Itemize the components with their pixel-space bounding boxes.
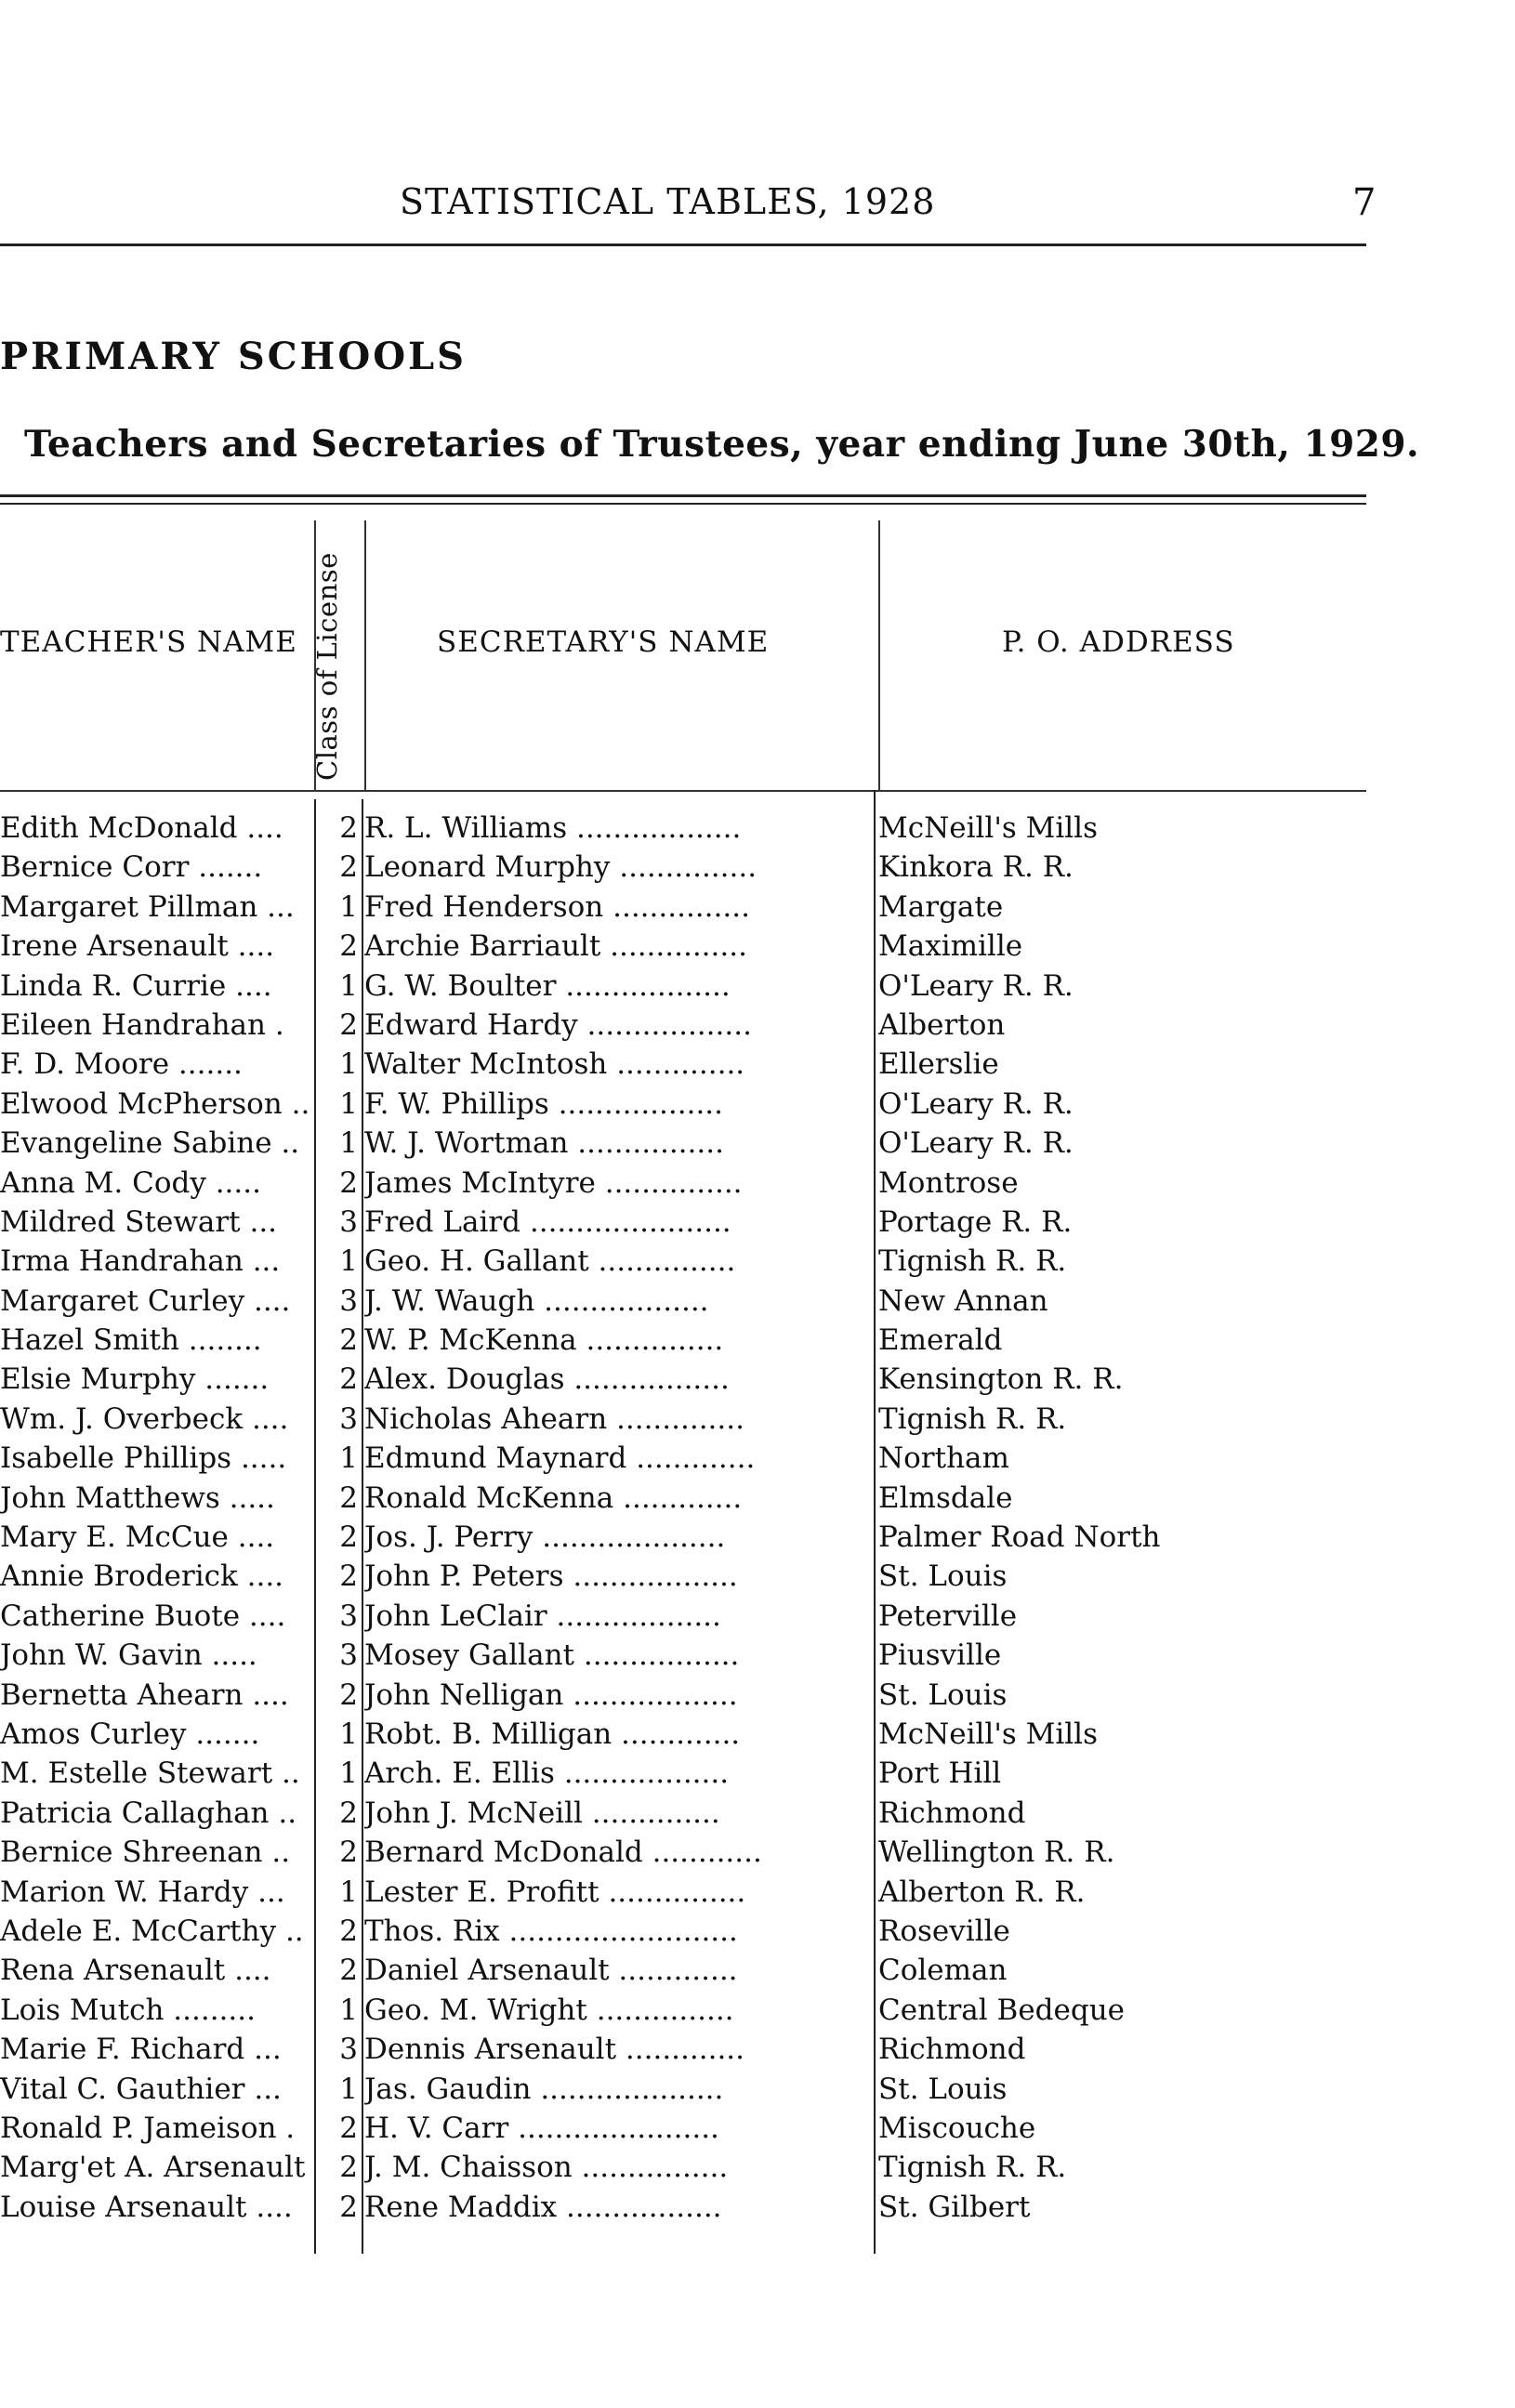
secretary-name-cell: Arch. E. Ellis .................. <box>364 1757 730 1791</box>
po-address-cell: Wellington R. R. <box>878 1836 1115 1870</box>
po-address-cell: St. Louis <box>878 2072 1008 2106</box>
po-address-cell: Miscouche <box>878 2111 1036 2145</box>
table-row <box>0 1164 1366 1203</box>
teacher-name-cell: Edith McDonald .... <box>0 811 283 845</box>
class-of-license-cell: 2 <box>339 1362 358 1397</box>
table-row <box>0 1557 1366 1596</box>
table-row <box>0 848 1366 887</box>
table-row <box>0 888 1366 927</box>
table-subtitle: Teachers and Secretaries of Trustees, year ending June 30th, 1929. <box>24 423 1420 466</box>
table-row <box>0 2188 1366 2227</box>
table-row <box>0 1124 1366 1163</box>
header-divider-2 <box>364 520 366 790</box>
class-of-license-cell: 2 <box>339 1678 358 1712</box>
teacher-name-cell: Eileen Handrahan . <box>0 1007 284 1042</box>
table-row <box>0 1715 1366 1754</box>
po-address-cell: Alberton <box>878 1007 1006 1042</box>
teacher-name-cell: Rena Arsenault .... <box>0 1954 271 1988</box>
secretary-name-cell: Geo. H. Gallant ............... <box>364 1244 736 1279</box>
teacher-name-cell: Evangeline Sabine .. <box>0 1126 300 1161</box>
class-of-license-cell: 2 <box>339 1007 358 1042</box>
po-address-cell: New Annan <box>878 1283 1048 1318</box>
secretary-name-cell: H. V. Carr ...................... <box>364 2111 719 2145</box>
class-of-license-cell: 3 <box>339 1638 358 1673</box>
teacher-name-cell: Linda R. Currie .... <box>0 968 272 1003</box>
class-of-license-cell: 1 <box>339 1244 358 1279</box>
secretary-name-cell: F. W. Phillips .................. <box>364 1086 724 1121</box>
column-headers <box>0 507 1366 790</box>
po-address-cell: Kensington R. R. <box>878 1362 1124 1397</box>
teacher-name-cell: Bernetta Ahearn .... <box>0 1678 289 1712</box>
po-address-cell: Roseville <box>878 1914 1010 1948</box>
class-of-license-cell: 2 <box>339 1836 358 1870</box>
secretary-name-cell: W. P. McKenna ............... <box>364 1323 724 1358</box>
section-title: PRIMARY SCHOOLS <box>0 335 468 378</box>
teacher-name-cell: Ronald P. Jameison . <box>0 2111 296 2145</box>
teacher-name-cell: Adele E. McCarthy .. <box>0 1914 304 1948</box>
table-row <box>0 2148 1366 2187</box>
table-row <box>0 1085 1366 1124</box>
table-row <box>0 1242 1366 1281</box>
column-header-secretary: SECRETARY'S NAME <box>437 625 770 659</box>
teacher-name-cell: Marion W. Hardy ... <box>0 1875 285 1909</box>
secretary-name-cell: Edmund Maynard ............. <box>364 1441 756 1476</box>
class-of-license-cell: 2 <box>339 850 358 885</box>
po-address-cell: Northam <box>878 1441 1009 1476</box>
po-address-cell: Tignish R. R. <box>878 1401 1067 1436</box>
teacher-name-cell: Bernice Corr ....... <box>0 850 263 885</box>
po-address-cell: St. Gilbert <box>878 2190 1031 2224</box>
table-row <box>0 1203 1366 1242</box>
po-address-cell: Piusville <box>878 1638 1002 1673</box>
secretary-name-cell: J. W. Waugh .................. <box>364 1283 709 1318</box>
po-address-cell: Elmsdale <box>878 1480 1013 1515</box>
secretary-name-cell: Nicholas Ahearn .............. <box>364 1401 744 1436</box>
teacher-name-cell: Bernice Shreenan .. <box>0 1836 291 1870</box>
po-address-cell: O'Leary R. R. <box>878 1086 1074 1121</box>
table-row <box>0 2109 1366 2148</box>
po-address-cell: Alberton R. R. <box>878 1875 1086 1909</box>
secretary-name-cell: Thos. Rix ......................... <box>364 1914 738 1948</box>
teacher-name-cell: F. D. Moore ....... <box>0 1047 243 1082</box>
table-row <box>0 1833 1366 1872</box>
table-row <box>0 927 1366 966</box>
teacher-name-cell: Elwood McPherson .. <box>0 1086 310 1121</box>
table-row <box>0 1400 1366 1439</box>
class-of-license-cell: 1 <box>339 968 358 1003</box>
table-top-rule-inner <box>0 503 1366 505</box>
table-row <box>0 1794 1366 1833</box>
class-of-license-cell: 2 <box>339 1954 358 1988</box>
teacher-name-cell: Irene Arsenault .... <box>0 929 275 964</box>
po-address-cell: Richmond <box>878 1796 1026 1830</box>
class-of-license-cell: 2 <box>339 929 358 964</box>
secretary-name-cell: Daniel Arsenault ............. <box>364 1954 738 1988</box>
class-of-license-cell: 2 <box>339 2111 358 2145</box>
table-row <box>0 1321 1366 1360</box>
table-row <box>0 1991 1366 2030</box>
po-address-cell: Central Bedeque <box>878 1993 1126 2027</box>
column-header-address: P. O. ADDRESS <box>1002 625 1235 659</box>
teacher-name-cell: Patricia Callaghan .. <box>0 1796 297 1830</box>
class-of-license-cell: 2 <box>339 1914 358 1948</box>
secretary-name-cell: J. M. Chaisson ................ <box>364 2151 729 2185</box>
secretary-name-cell: Alex. Douglas ................. <box>364 1362 730 1397</box>
class-of-license-cell: 2 <box>339 811 358 845</box>
table-row <box>0 967 1366 1006</box>
class-of-license-cell: 2 <box>339 2151 358 2185</box>
secretary-name-cell: W. J. Wortman ................ <box>364 1126 724 1161</box>
class-of-license-cell: 1 <box>339 1126 358 1161</box>
table-row <box>0 1045 1366 1084</box>
po-address-cell: McNeill's Mills <box>878 811 1098 845</box>
class-of-license-cell: 1 <box>339 1047 358 1082</box>
po-address-cell: Tignish R. R. <box>878 1244 1067 1279</box>
secretary-name-cell: Archie Barriault ............... <box>364 929 747 964</box>
class-of-license-cell: 3 <box>339 1599 358 1633</box>
class-of-license-cell: 3 <box>339 1401 358 1436</box>
po-address-cell: Portage R. R. <box>878 1204 1073 1239</box>
class-of-license-cell: 1 <box>339 2072 358 2106</box>
secretary-name-cell: Jas. Gaudin .................... <box>364 2072 724 2106</box>
secretary-name-cell: Bernard McDonald ............ <box>364 1836 762 1870</box>
class-of-license-cell: 2 <box>339 1796 358 1830</box>
po-address-cell: Kinkora R. R. <box>878 850 1074 885</box>
secretary-name-cell: John J. McNeill .............. <box>364 1796 720 1830</box>
secretary-name-cell: John Nelligan .................. <box>364 1678 738 1712</box>
class-of-license-cell: 3 <box>339 2033 358 2067</box>
secretary-name-cell: R. L. Williams .................. <box>364 811 742 845</box>
class-of-license-cell: 2 <box>339 1480 358 1515</box>
table-row <box>0 1636 1366 1675</box>
teacher-name-cell: M. Estelle Stewart .. <box>0 1757 300 1791</box>
class-of-license-cell: 3 <box>339 1204 358 1239</box>
po-address-cell: Port Hill <box>878 1757 1002 1791</box>
secretary-name-cell: Fred Laird ...................... <box>364 1204 731 1239</box>
po-address-cell: McNeill's Mills <box>878 1717 1098 1751</box>
class-of-license-cell: 3 <box>339 1283 358 1318</box>
table-row <box>0 1597 1366 1636</box>
class-of-license-cell: 1 <box>339 1875 358 1909</box>
header-divider-3 <box>878 520 880 790</box>
teacher-name-cell: Isabelle Phillips ..... <box>0 1441 287 1476</box>
header-bottom-rule <box>0 790 1366 792</box>
class-of-license-cell: 2 <box>339 1323 358 1358</box>
class-of-license-cell: 1 <box>339 1441 358 1476</box>
page-number: 7 <box>1352 181 1377 224</box>
teacher-name-cell: Anna M. Cody ..... <box>0 1165 261 1200</box>
teacher-name-cell: Catherine Buote .... <box>0 1599 286 1633</box>
table-row <box>0 1754 1366 1793</box>
secretary-name-cell: Ronald McKenna ............. <box>364 1480 743 1515</box>
table-row <box>0 1439 1366 1478</box>
secretary-name-cell: Rene Maddix ................. <box>364 2190 722 2224</box>
secretary-name-cell: Dennis Arsenault ............. <box>364 2033 745 2067</box>
class-of-license-cell: 2 <box>339 2190 358 2224</box>
class-of-license-cell: 2 <box>339 1520 358 1555</box>
class-of-license-cell: 1 <box>339 1086 358 1121</box>
secretary-name-cell: Leonard Murphy ............... <box>364 850 758 885</box>
teacher-name-cell: Margaret Pillman ... <box>0 889 295 924</box>
secretary-name-cell: Robt. B. Milligan ............. <box>364 1717 741 1751</box>
teacher-name-cell: Annie Broderick .... <box>0 1559 284 1594</box>
po-address-cell: Ellerslie <box>878 1047 999 1082</box>
table-row <box>0 1873 1366 1912</box>
po-address-cell: O'Leary R. R. <box>878 968 1074 1003</box>
secretary-name-cell: Lester E. Profitt ............... <box>364 1875 746 1909</box>
teacher-name-cell: Mary E. McCue .... <box>0 1520 275 1555</box>
class-of-license-cell: 1 <box>339 889 358 924</box>
teacher-name-cell: Lois Mutch ......... <box>0 1993 256 2027</box>
class-of-license-cell: 1 <box>339 1757 358 1791</box>
secretary-name-cell: G. W. Boulter .................. <box>364 968 731 1003</box>
table-row <box>0 1479 1366 1518</box>
column-header-class: Class of License <box>311 552 343 781</box>
class-of-license-cell: 2 <box>339 1165 358 1200</box>
po-address-cell: Peterville <box>878 1599 1018 1633</box>
table-row <box>0 1360 1366 1399</box>
teacher-name-cell: Irma Handrahan ... <box>0 1244 281 1279</box>
secretary-name-cell: John P. Peters .................. <box>364 1559 738 1594</box>
secretary-name-cell: Jos. J. Perry .................... <box>364 1520 726 1555</box>
teacher-name-cell: Louise Arsenault .... <box>0 2190 293 2224</box>
po-address-cell: Palmer Road North <box>878 1520 1161 1555</box>
teacher-name-cell: John W. Gavin ..... <box>0 1638 257 1673</box>
po-address-cell: Emerald <box>878 1323 1003 1358</box>
table-row <box>0 1282 1366 1321</box>
header-rule <box>0 243 1366 246</box>
teacher-name-cell: Mildred Stewart ... <box>0 1204 278 1239</box>
teacher-name-cell: Hazel Smith ........ <box>0 1323 262 1358</box>
table-row <box>0 1518 1366 1557</box>
teacher-name-cell: Margaret Curley .... <box>0 1283 291 1318</box>
secretary-name-cell: Mosey Gallant ................. <box>364 1638 740 1673</box>
table-row <box>0 2070 1366 2109</box>
table-body <box>0 809 1366 2227</box>
teacher-name-cell: Marie F. Richard ... <box>0 2033 282 2067</box>
po-address-cell: Tignish R. R. <box>878 2151 1067 2185</box>
po-address-cell: St. Louis <box>878 1559 1008 1594</box>
teacher-name-cell: Elsie Murphy ....... <box>0 1362 270 1397</box>
class-of-license-cell: 2 <box>339 1559 358 1594</box>
po-address-cell: O'Leary R. R. <box>878 1126 1074 1161</box>
table-row <box>0 809 1366 848</box>
secretary-name-cell: James McIntyre ............... <box>364 1165 743 1200</box>
teacher-name-cell: Vital C. Gauthier ... <box>0 2072 282 2106</box>
secretary-name-cell: Walter McIntosh .............. <box>364 1047 745 1082</box>
table-row <box>0 1676 1366 1715</box>
class-of-license-cell: 1 <box>339 1717 358 1751</box>
po-address-cell: Margate <box>878 889 1004 924</box>
teacher-name-cell: Marg'et A. Arsenault <box>0 2151 306 2185</box>
po-address-cell: Richmond <box>878 2033 1026 2067</box>
teacher-name-cell: Wm. J. Overbeck .... <box>0 1401 289 1436</box>
teacher-name-cell: Amos Curley ....... <box>0 1717 260 1751</box>
table-top-rule <box>0 494 1366 497</box>
po-address-cell: Montrose <box>878 1165 1019 1200</box>
page-header-title: STATISTICAL TABLES, 1928 <box>400 181 936 222</box>
table-row <box>0 2030 1366 2069</box>
secretary-name-cell: Edward Hardy .................. <box>364 1007 752 1042</box>
po-address-cell: Maximille <box>878 929 1023 964</box>
secretary-name-cell: Geo. M. Wright ............... <box>364 1993 734 2027</box>
class-of-license-cell: 1 <box>339 1993 358 2027</box>
secretary-name-cell: John LeClair .................. <box>364 1599 721 1633</box>
po-address-cell: St. Louis <box>878 1678 1008 1712</box>
column-header-teacher: TEACHER'S NAME <box>0 625 297 659</box>
table-row <box>0 1912 1366 1951</box>
table-row <box>0 1951 1366 1990</box>
po-address-cell: Coleman <box>878 1954 1008 1988</box>
table-row <box>0 1006 1366 1045</box>
secretary-name-cell: Fred Henderson ............... <box>364 889 750 924</box>
teacher-name-cell: John Matthews ..... <box>0 1480 275 1515</box>
